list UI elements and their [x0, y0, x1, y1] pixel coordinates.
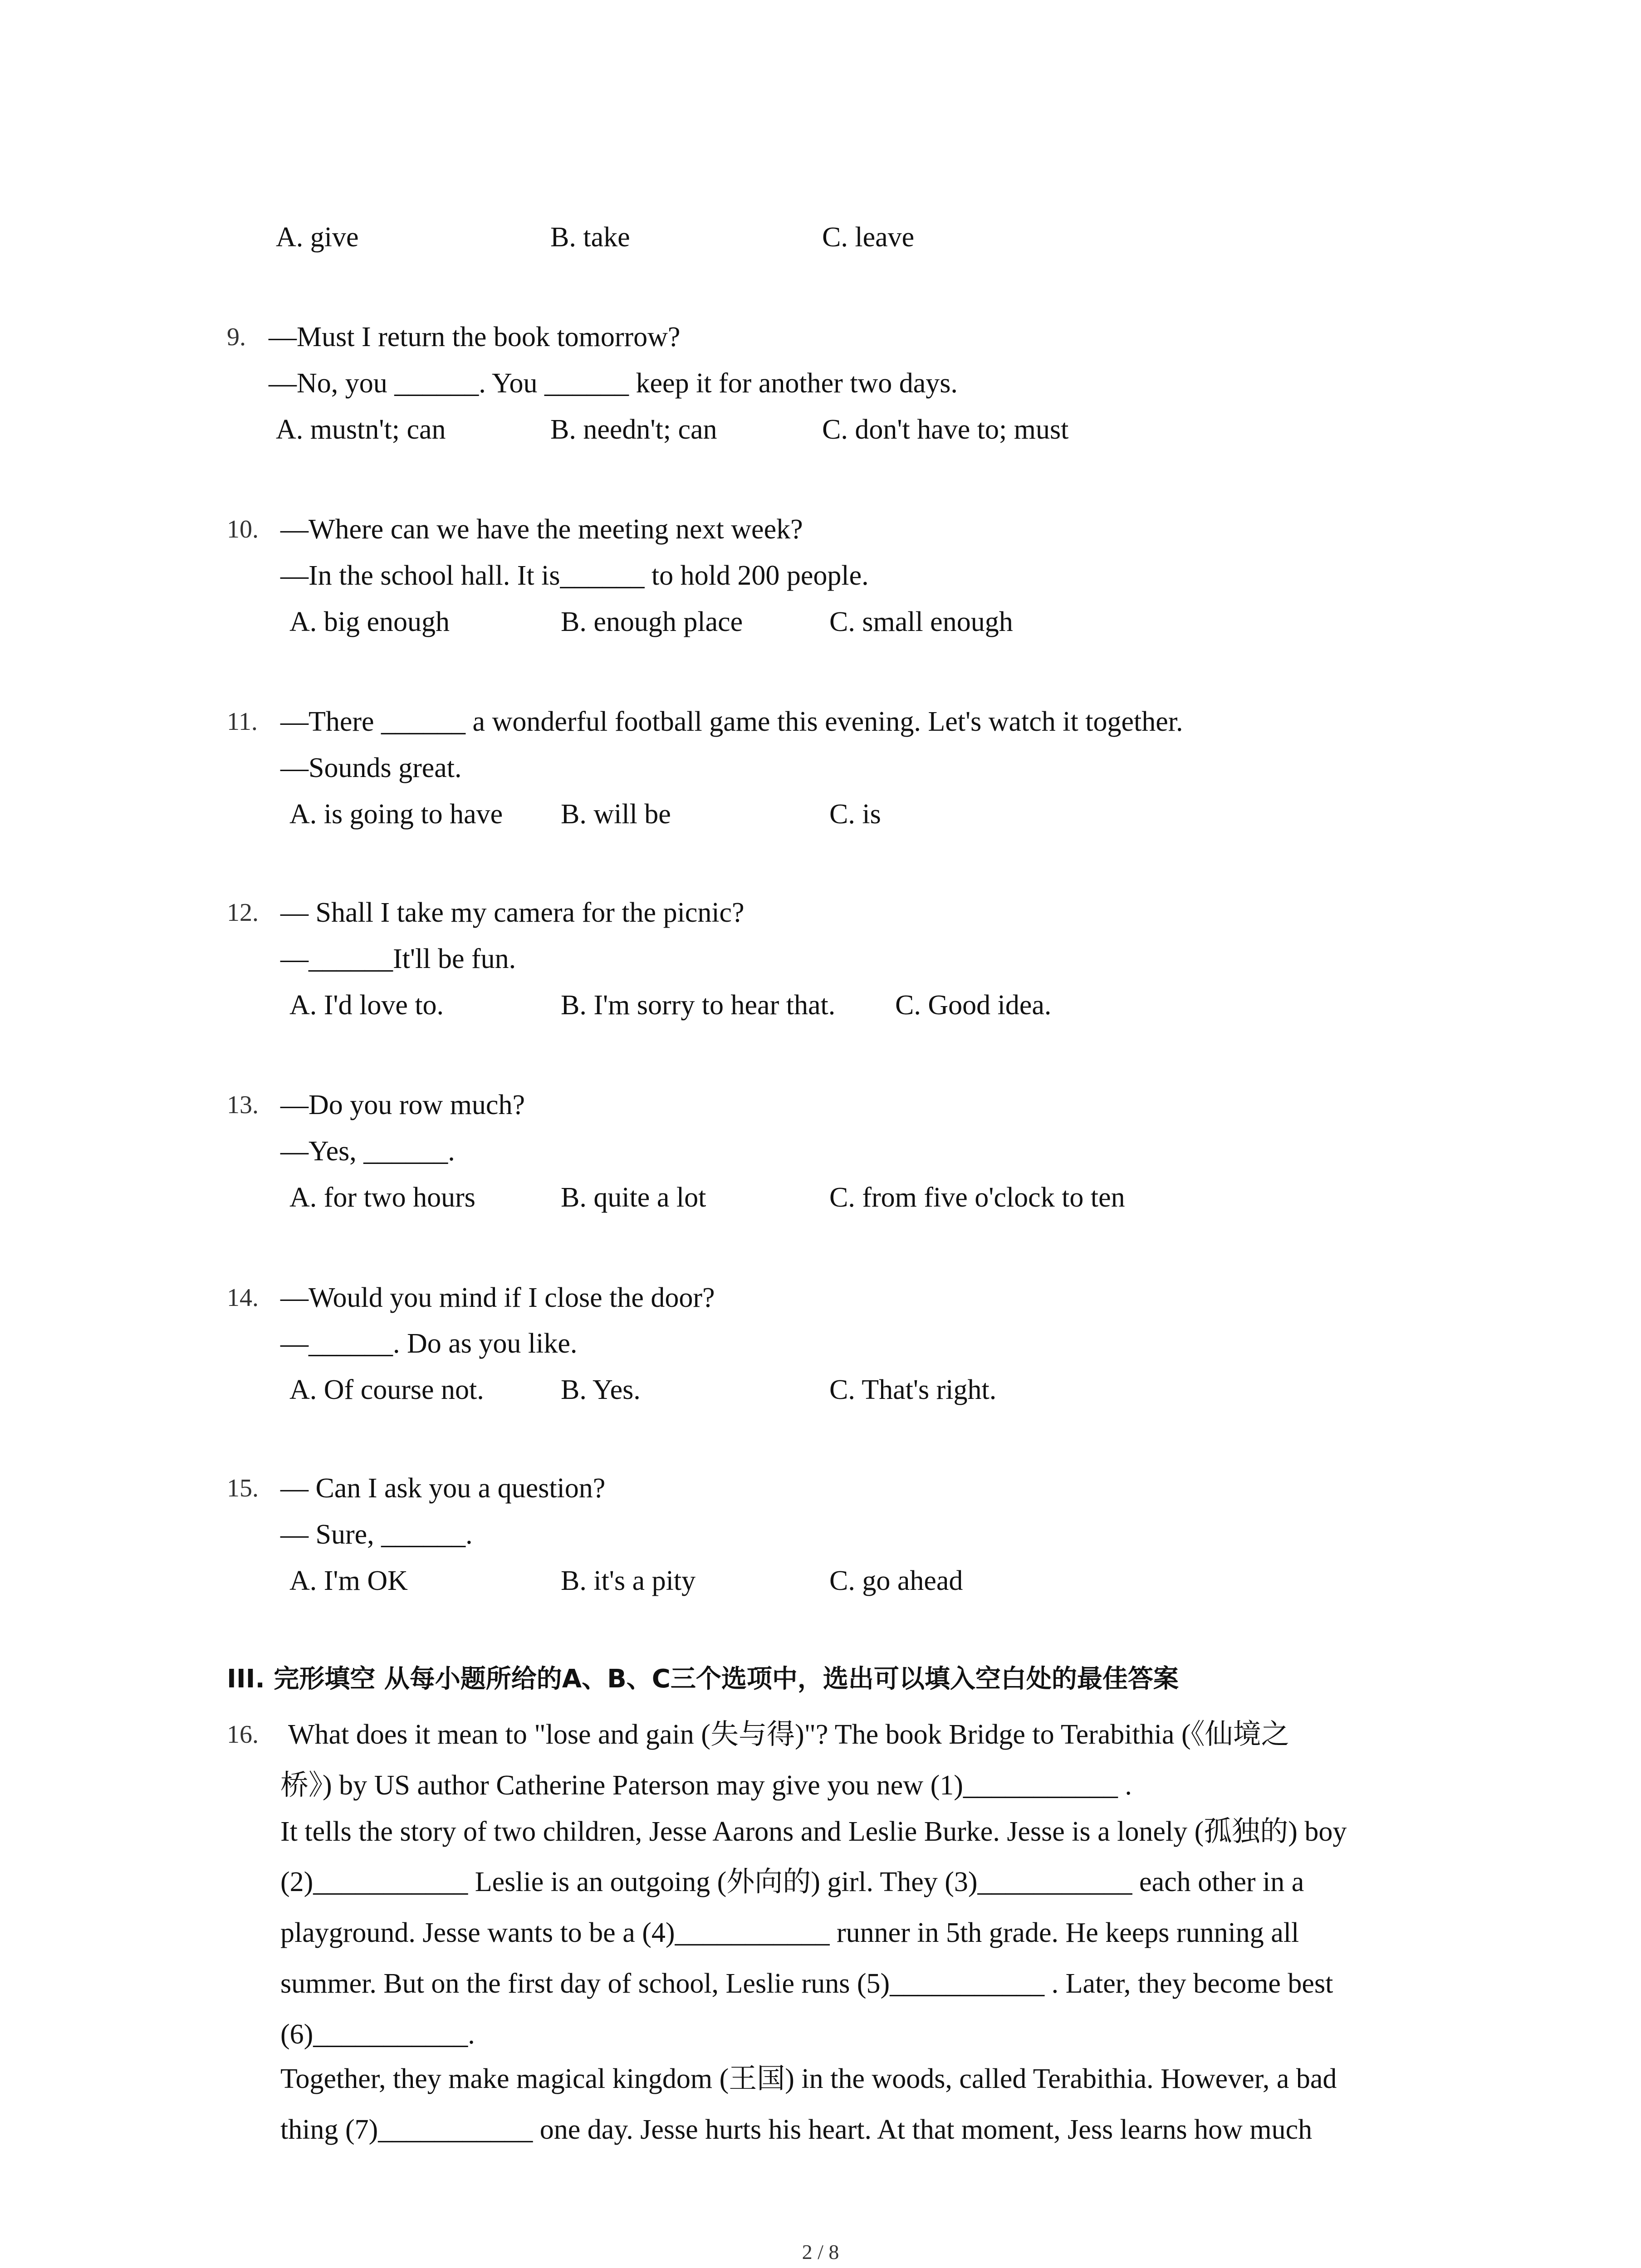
option-c: C. Good idea. [895, 990, 1052, 1021]
question-number: 14. [227, 1284, 259, 1312]
passage-line: 桥》) by US author Catherine Paterson may give you new (1)___________ . [280, 1770, 1132, 1801]
page-number: 2 / 8 [802, 2240, 839, 2263]
option-a: A. for two hours [289, 1182, 475, 1213]
option-a: A. I'd love to. [289, 990, 444, 1021]
option-b: B. it's a pity [561, 1565, 696, 1596]
option-b: B. take [550, 222, 630, 253]
question-line: —Where can we have the meeting next week? [280, 514, 803, 545]
question-number: 12. [227, 899, 259, 927]
passage-line: (6)___________. [280, 2019, 475, 2050]
option-a: A. I'm OK [289, 1565, 408, 1596]
option-c: C. don't have to; must [822, 414, 1069, 445]
question-line: — Can I ask you a question? [280, 1473, 606, 1504]
option-a: A. give [276, 222, 359, 253]
option-b: B. needn't; can [550, 414, 717, 445]
question-line: —In the school hall. It is______ to hold 200 people. [280, 560, 869, 591]
option-a: A. Of course not. [289, 1374, 484, 1405]
option-b: B. will be [561, 799, 671, 830]
passage-line: (2)___________ Leslie is an outgoing (外向的) girl. They (3)___________ each other in a [280, 1867, 1304, 1897]
passage-line: It tells the story of two children, Jesse Aarons and Leslie Burke. Jesse is a lonely (孤独的) boy [280, 1816, 1347, 1847]
section-heading: III. 完形填空 从每小题所给的A、B、C三个选项中，选出可以填入空白处的最佳答案 [227, 1664, 1179, 1694]
option-c: C. That's right. [829, 1374, 997, 1405]
question-line: —No, you ______. You ______ keep it for another two days. [269, 368, 958, 399]
option-b: B. Yes. [561, 1374, 641, 1405]
question-line: — Sure, ______. [280, 1519, 473, 1550]
passage-line: What does it mean to "lose and gain (失与得)"? The book Bridge to Terabithia (《仙境之 [288, 1719, 1289, 1750]
option-a: A. big enough [289, 606, 450, 637]
option-c: C. go ahead [829, 1565, 963, 1596]
passage-line: Together, they make magical kingdom (王国) in the woods, called Terabithia. However, a bad [280, 2063, 1337, 2094]
question-number: 9. [227, 323, 246, 351]
question-number: 15. [227, 1474, 259, 1502]
question-number: 16. [227, 1721, 259, 1749]
passage-line: playground. Jesse wants to be a (4)___________ runner in 5th grade. He keeps running all [280, 1917, 1299, 1948]
passage-line: summer. But on the first day of school, Leslie runs (5)___________ . Later, they become best [280, 1968, 1333, 1999]
question-line: —Do you row much? [280, 1090, 525, 1120]
question-line: —______It'll be fun. [280, 943, 516, 974]
question-line: — Shall I take my camera for the picnic? [280, 897, 745, 928]
option-b: B. quite a lot [561, 1182, 706, 1213]
option-b: B. I'm sorry to hear that. [561, 990, 836, 1021]
option-a: A. is going to have [289, 799, 503, 830]
question-line: —______. Do as you like. [280, 1328, 578, 1359]
option-a: A. mustn't; can [276, 414, 446, 445]
option-c: C. from five o'clock to ten [829, 1182, 1125, 1213]
option-c: C. is [829, 799, 881, 830]
question-number: 13. [227, 1091, 259, 1119]
question-number: 11. [227, 708, 258, 736]
option-c: C. leave [822, 222, 915, 253]
passage-line: thing (7)___________ one day. Jesse hurts his heart. At that moment, Jess learns how much [280, 2114, 1313, 2145]
question-number: 10. [227, 515, 259, 543]
question-line: —Would you mind if I close the door? [280, 1282, 715, 1313]
option-b: B. enough place [561, 606, 743, 637]
option-c: C. small enough [829, 606, 1013, 637]
question-line: —There ______ a wonderful football game this evening. Let's watch it together. [280, 706, 1183, 737]
question-line: —Sounds great. [280, 753, 462, 783]
question-line: —Must I return the book tomorrow? [269, 322, 681, 352]
question-line: —Yes, ______. [280, 1136, 455, 1167]
